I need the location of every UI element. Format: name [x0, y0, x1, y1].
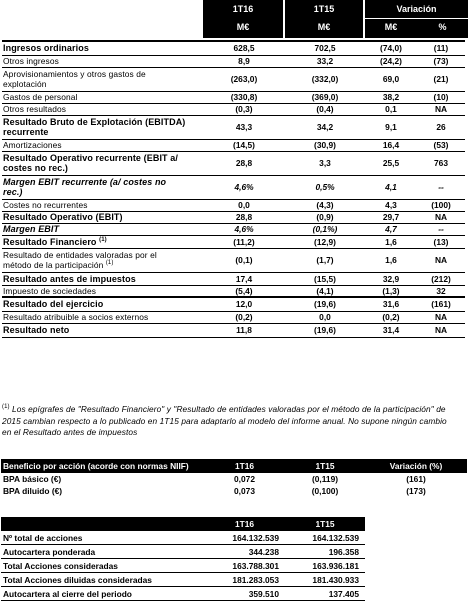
table-row: [2, 67, 465, 91]
row-value-v2: (4,1): [285, 285, 365, 297]
row-label-text: Resultado antes de impuestos: [3, 273, 136, 284]
footnote-marker: (1): [2, 404, 10, 410]
row-label-text: Resultado Bruto de Explotación (EBITDA): [3, 117, 186, 127]
eps-title: Beneficio por acción (acorde con normas NIIF): [1, 459, 204, 473]
shares-value: 137.405: [285, 587, 365, 601]
row-value-v1: 8,9: [203, 55, 285, 67]
row-value-v1: 28,8: [203, 151, 285, 175]
row-value-v3: (24,2): [365, 55, 417, 67]
row-value-v1: (0,2): [203, 311, 285, 323]
row-label-text: Resultado neto: [3, 325, 70, 335]
row-label: [2, 67, 203, 91]
row-value-v2: (1,7): [285, 248, 365, 272]
row-value-v4: NA: [417, 323, 465, 337]
row-value-v1: 0,0: [203, 199, 285, 211]
row-value-v1: 628,5: [203, 41, 285, 55]
row-label: [2, 139, 203, 151]
row-value-v1: 4,6%: [203, 175, 285, 199]
row-value-v3: 0,1: [365, 103, 417, 115]
eps-header-row: [1, 459, 467, 473]
row-label: [2, 175, 203, 199]
row-value-v1: (0,3): [203, 103, 285, 115]
shares-value: 164.132.539: [285, 531, 365, 545]
row-label-text: Resultado Operativo (EBIT): [3, 212, 123, 222]
shares-value: 163.788.301: [204, 559, 285, 573]
row-value-v4: (53): [417, 139, 465, 151]
row-value-v4: --: [417, 223, 465, 235]
row-value-v2: (19,6): [285, 323, 365, 337]
table-row: [2, 199, 465, 211]
eps-value: 0,072: [234, 474, 255, 484]
eps-label: BPA diluido (€): [3, 486, 63, 496]
shares-header-row: [1, 517, 365, 531]
shares-label: Autocartera al cierre del periodo: [1, 587, 204, 601]
row-value-v3: 1,6: [365, 235, 417, 248]
row-value-v1: 17,4: [203, 272, 285, 285]
row-value-v4: (13): [417, 235, 465, 248]
eps-value: (0,100): [311, 486, 339, 496]
row-label-text: Resultado Financiero: [3, 236, 97, 247]
eps-value: (161): [406, 474, 426, 484]
shares-value: 164.132.539: [204, 531, 285, 545]
eps-row-diluted: [1, 485, 467, 497]
row-value-v1: 28,8: [203, 211, 285, 223]
row-label: [2, 297, 203, 311]
footnote-reference: (1): [99, 236, 107, 243]
row-value-v3: (74,0): [365, 41, 417, 55]
table-row: [2, 91, 465, 103]
eps-table: [1, 459, 467, 497]
footnote-text: Los epígrafes de "Resultado Financiero" y "Resultado de entidades valoradas por el método de la participación" de 2015 cambian respecto a lo publicado en 1T15 para adaptarlo al modelo del informe anual. No supone ningún cambio en el Resultado antes de impuestos: [2, 404, 447, 437]
row-value-v2: (19,6): [285, 297, 365, 311]
shares-row: [1, 559, 365, 573]
shares-row: [1, 531, 365, 545]
table-row: [2, 175, 465, 199]
row-value-v3: 29,7: [365, 211, 417, 223]
shares-value: 163.936.181: [285, 559, 365, 573]
shares-row: [1, 573, 365, 587]
eps-label: BPA básico (€): [3, 474, 62, 484]
row-label-text: Amortizaciones: [3, 140, 62, 150]
shares-header-blank: [1, 517, 204, 531]
row-label-text-line2: costes no rec.): [3, 163, 69, 173]
table-row: [2, 223, 465, 235]
row-label: [2, 41, 203, 55]
row-value-v2: 34,2: [285, 115, 365, 139]
row-label-text: Otros resultados: [3, 104, 67, 114]
row-value-v2: 0,5%: [285, 175, 365, 199]
row-value-v1: (263,0): [203, 67, 285, 91]
row-label-text: Gastos de personal: [3, 92, 78, 102]
row-value-v2: (12,9): [285, 235, 365, 248]
row-value-v2: (15,5): [285, 272, 365, 285]
row-label-text: Costes no recurrentes: [3, 200, 88, 210]
eps-col-1t16: 1T16: [204, 459, 285, 473]
row-value-v3: (0,2): [365, 311, 417, 323]
table-row: [2, 139, 465, 151]
row-value-v4: (161): [417, 297, 465, 311]
table-row: [2, 235, 465, 248]
table-row: [2, 323, 465, 337]
eps-value: (173): [406, 486, 426, 496]
row-value-v1: (0,1): [203, 248, 285, 272]
row-label: [2, 211, 203, 223]
row-value-v2: 3,3: [285, 151, 365, 175]
row-label-text-line2: método de la participación: [3, 260, 104, 270]
table-row: [2, 55, 465, 67]
shares-value: 181.430.933: [285, 573, 365, 587]
row-value-v4: NA: [417, 248, 465, 272]
row-value-v2: 702,5: [285, 41, 365, 55]
row-value-v3: (1,3): [365, 285, 417, 297]
row-value-v3: 31,4: [365, 323, 417, 337]
row-value-v1: 12,0: [203, 297, 285, 311]
row-value-v3: 32,9: [365, 272, 417, 285]
row-value-v1: 11,8: [203, 323, 285, 337]
eps-col-1t15: 1T15: [285, 459, 365, 473]
shares-value: 359.510: [204, 587, 285, 601]
row-label: [2, 285, 203, 297]
header-unit-4: %: [438, 22, 447, 32]
row-value-v4: NA: [417, 211, 465, 223]
header-period-2: 1T15: [313, 4, 335, 14]
table-row: [2, 297, 465, 311]
footnote-reference: (1): [105, 260, 114, 266]
header-period-1: 1T16: [232, 4, 254, 14]
shares-value: 344.238: [204, 545, 285, 559]
income-statement-table: [2, 40, 465, 338]
row-value-v4: --: [417, 175, 465, 199]
row-label: [2, 248, 203, 272]
footnote: [2, 404, 454, 439]
row-value-v3: 9,1: [365, 115, 417, 139]
row-value-v4: NA: [417, 311, 465, 323]
shares-value: 196.358: [285, 545, 365, 559]
row-label-text: Margen EBIT recurrente (a/ costes no: [3, 177, 167, 187]
row-value-v1: 4,6%: [203, 223, 285, 235]
row-label: [2, 272, 203, 285]
row-value-v2: (30,9): [285, 139, 365, 151]
income-statement-header: [0, 0, 468, 38]
row-label: [2, 55, 203, 67]
row-value-v2: (0,4): [285, 103, 365, 115]
header-unit-2: M€: [317, 22, 331, 32]
shares-col-1t16: 1T16: [204, 517, 285, 531]
row-value-v4: (11): [417, 41, 465, 55]
row-value-v2: (4,3): [285, 199, 365, 211]
row-label-text: Resultado Operativo recurrente (EBIT a/: [3, 153, 178, 163]
row-value-v3: 16,4: [365, 139, 417, 151]
row-value-v1: (11,2): [203, 235, 285, 248]
eps-value: (0,119): [311, 474, 339, 484]
eps-value: 0,073: [234, 486, 255, 496]
table-row: [2, 272, 465, 285]
row-value-v2: (0,9): [285, 211, 365, 223]
row-label: [2, 91, 203, 103]
row-value-v3: 69,0: [365, 67, 417, 91]
row-label-text: Otros ingresos: [3, 56, 59, 66]
row-value-v4: (10): [417, 91, 465, 103]
row-label: [2, 115, 203, 139]
row-label-text-line2: recurrente: [3, 127, 49, 137]
row-value-v3: 4,7: [365, 223, 417, 235]
row-value-v1: (14,5): [203, 139, 285, 151]
shares-label: Total Acciones consideradas: [1, 559, 204, 573]
eps-col-variacion: Variación (%): [365, 459, 467, 473]
row-value-v1: (330,8): [203, 91, 285, 103]
row-label-text-line2: explotación: [3, 79, 47, 89]
table-row: [2, 103, 465, 115]
row-label-text: Ingresos ordinarios: [3, 43, 89, 54]
row-label-text: Impuesto de sociedades: [3, 285, 96, 296]
row-label-text: Margen EBIT: [3, 224, 60, 234]
row-value-v2: (369,0): [285, 91, 365, 103]
header-col-variacion: [365, 0, 468, 38]
row-value-v4: (212): [417, 272, 465, 285]
shares-value: 181.283.053: [204, 573, 285, 587]
row-label: [2, 151, 203, 175]
header-unit-1: M€: [236, 22, 250, 32]
shares-label: Autocartera ponderada: [1, 545, 204, 559]
row-label: [2, 199, 203, 211]
table-row: [2, 211, 465, 223]
row-value-v4: 26: [417, 115, 465, 139]
row-value-v2: (0,1%): [285, 223, 365, 235]
row-value-v3: 25,5: [365, 151, 417, 175]
header-unit-3: M€: [384, 22, 398, 32]
header-col-1t15: [285, 0, 363, 38]
row-value-v2: (332,0): [285, 67, 365, 91]
shares-row: [1, 587, 365, 601]
shares-row: [1, 545, 365, 559]
eps-row-basic: [1, 473, 467, 485]
row-value-v4: 32: [417, 285, 465, 297]
shares-label: Total Acciones diluidas consideradas: [1, 573, 204, 587]
row-value-v4: (21): [417, 67, 465, 91]
row-label: [2, 235, 203, 248]
row-value-v3: 38,2: [365, 91, 417, 103]
row-label: [2, 103, 203, 115]
row-label: [2, 223, 203, 235]
row-value-v1: (5,4): [203, 285, 285, 297]
row-label-text: Resultado del ejercicio: [3, 299, 104, 310]
header-variacion-label: Variación: [396, 4, 437, 14]
row-value-v4: 763: [417, 151, 465, 175]
shares-table: [1, 517, 365, 601]
row-label: [2, 311, 203, 323]
table-row: [2, 151, 465, 175]
row-value-v4: NA: [417, 103, 465, 115]
shares-col-1t15: 1T15: [285, 517, 365, 531]
row-label: [2, 323, 203, 337]
row-value-v4: (100): [417, 199, 465, 211]
row-value-v3: 1,6: [365, 248, 417, 272]
shares-label: Nº total de acciones: [1, 531, 204, 545]
row-label-text: Resultado atribuible a socios externos: [3, 312, 149, 322]
table-row: [2, 285, 465, 297]
row-label-text: Resultado de entidades valoradas por el: [3, 250, 157, 260]
row-value-v2: 0,0: [285, 311, 365, 323]
row-label-text-line2: rec.): [3, 187, 23, 197]
table-row: [2, 41, 465, 55]
row-value-v3: 31,6: [365, 297, 417, 311]
table-row: [2, 311, 465, 323]
row-value-v4: (73): [417, 55, 465, 67]
table-row: [2, 115, 465, 139]
row-value-v2: 33,2: [285, 55, 365, 67]
row-value-v3: 4,1: [365, 175, 417, 199]
row-label-text: Aprovisionamientos y otros gastos de: [3, 69, 146, 79]
row-value-v1: 43,3: [203, 115, 285, 139]
header-variacion-units: [365, 18, 468, 36]
row-value-v3: 4,3: [365, 199, 417, 211]
table-row: [2, 248, 465, 272]
header-col-1t16: [203, 0, 283, 38]
